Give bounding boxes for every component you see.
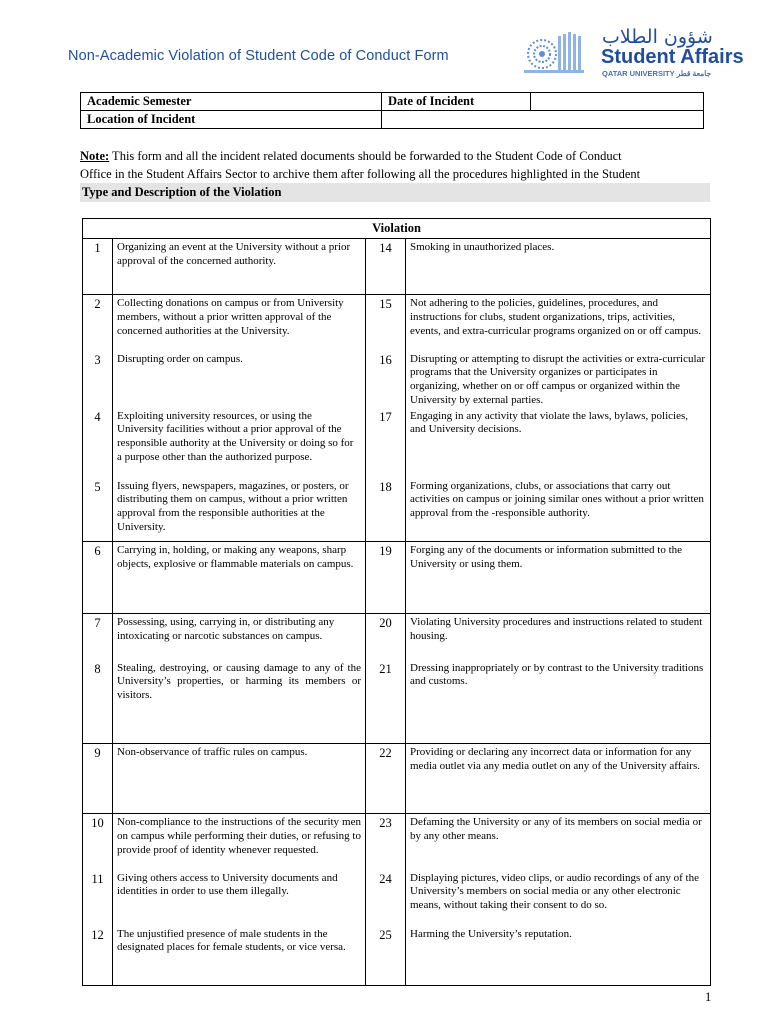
violation-table: [82, 218, 711, 986]
date-of-incident-field[interactable]: [531, 93, 704, 111]
violation-text: Carrying in, holding, or making any weapons, sharp objects, explosive or flammable materials on campus.: [113, 542, 366, 614]
violation-number: 8: [83, 660, 113, 744]
violation-text: Collecting donations on campus or from University members, without a prior written approval of the concerned authorities at the University.: [113, 295, 366, 351]
violation-number: 18: [366, 478, 406, 542]
violation-text: Disrupting or attempting to disrupt the activities or extra-curricular programs that the University organizes or participates in organizing, whether on or off campus or organized within the University by external parties.: [406, 351, 711, 408]
location-of-incident-label: Location of Incident: [81, 111, 382, 129]
incident-info-table: [80, 92, 704, 129]
violation-text: Possessing, using, carrying in, or distributing any intoxicating or narcotic substances on campus.: [113, 614, 366, 660]
violation-row: [83, 295, 711, 351]
note-line-2: Office in the Student Affairs Sector to archive them after following all the procedures highlighted in the Student: [80, 166, 641, 181]
violation-row: [83, 351, 711, 408]
violation-text: Displaying pictures, video clips, or audio recordings of any of the University’s members on social media or any other electronic means, without taking their consent to do so.: [406, 870, 711, 926]
violation-text: Organizing an event at the University without a prior approval of the concerned authority.: [113, 239, 366, 295]
violation-row: [83, 408, 711, 478]
violation-row: [83, 478, 711, 542]
location-of-incident-field[interactable]: [382, 111, 704, 129]
violation-number: 23: [366, 814, 406, 870]
violation-number: 3: [83, 351, 113, 408]
violation-row: [83, 660, 711, 744]
violation-number: 19: [366, 542, 406, 614]
violation-number: 21: [366, 660, 406, 744]
violation-text: The unjustified presence of male students in the designated places for female students, or vice versa.: [113, 926, 366, 986]
violation-row: [83, 239, 711, 295]
violation-number: 14: [366, 239, 406, 295]
violation-header: Violation: [83, 219, 711, 239]
violation-number: 17: [366, 408, 406, 478]
logo-emblem-icon: [522, 30, 592, 76]
violation-text: Harming the University’s reputation.: [406, 926, 711, 986]
violation-row: [83, 744, 711, 814]
violation-text: Engaging in any activity that violate the laws, bylaws, policies, and University decisions.: [406, 408, 711, 478]
logo-english-text: Student Affairs: [601, 46, 744, 68]
logo-university-text: QATAR UNIVERSITY جامعة قطر: [602, 69, 712, 78]
violation-number: 11: [83, 870, 113, 926]
violation-number: 15: [366, 295, 406, 351]
violation-number: 16: [366, 351, 406, 408]
academic-semester-label: Academic Semester: [81, 93, 382, 111]
violation-number: 9: [83, 744, 113, 814]
violation-text: Dressing inappropriately or by contrast to the University traditions and customs.: [406, 660, 711, 744]
violation-number: 20: [366, 614, 406, 660]
violation-text: Non-compliance to the instructions of the security men on campus while performing their duties, or refusing to provide proof of identity whenever requested.: [113, 814, 366, 870]
logo-arabic-text: شؤون الطلاب: [602, 26, 713, 48]
form-title: Non-Academic Violation of Student Code of Conduct Form: [68, 48, 449, 64]
violation-row: [83, 614, 711, 660]
violation-text: Violating University procedures and instructions related to student housing.: [406, 614, 711, 660]
violation-number: 2: [83, 295, 113, 351]
violation-row: [83, 870, 711, 926]
section-title: Type and Description of the Violation: [80, 183, 710, 202]
violation-number: 4: [83, 408, 113, 478]
violation-text: Giving others access to University documents and identities in order to use them illegally.: [113, 870, 366, 926]
violation-number: 25: [366, 926, 406, 986]
violation-number: 24: [366, 870, 406, 926]
violation-text: Disrupting order on campus.: [113, 351, 366, 408]
violation-text: Forging any of the documents or information submitted to the University or using them.: [406, 542, 711, 614]
violation-number: 7: [83, 614, 113, 660]
violation-number: 1: [83, 239, 113, 295]
violation-number: 6: [83, 542, 113, 614]
violation-number: 22: [366, 744, 406, 814]
violation-number: 5: [83, 478, 113, 542]
date-of-incident-label: Date of Incident: [382, 93, 531, 111]
note-label: Note:: [80, 149, 110, 163]
violation-row: [83, 542, 711, 614]
violation-row: [83, 814, 711, 870]
violation-number: 12: [83, 926, 113, 986]
student-affairs-logo: [522, 26, 744, 82]
violation-number: 10: [83, 814, 113, 870]
violation-text: Forming organizations, clubs, or associations that carry out activities on campus or joining similar ones without a prior written approval from the -responsible authority.: [406, 478, 711, 542]
violation-text: Non-observance of traffic rules on campus.: [113, 744, 366, 814]
note-line-1: This form and all the incident related documents should be forwarded to the Student Code of Conduct: [109, 149, 622, 163]
violation-text: Exploiting university resources, or using the University facilities without a prior approval of the responsible authority at the University or doing so for a purpose other than the authorized purpose.: [113, 408, 366, 478]
page-number: 1: [705, 990, 712, 1004]
violation-text: Stealing, destroying, or causing damage to any of the University’s properties, or harming its members or visitors.: [113, 660, 366, 744]
violation-text: Smoking in unauthorized places.: [406, 239, 711, 295]
violation-text: Issuing flyers, newspapers, magazines, or posters, or distributing them on campus, without a prior written approval from the responsible authorities at the University.: [113, 478, 366, 542]
violation-text: Defaming the University or any of its members on social media or by any other means.: [406, 814, 711, 870]
violation-text: Not adhering to the policies, guidelines, procedures, and instructions for clubs, student organizations, trips, activities, events, and extra-curricular programs organized on or off campus.: [406, 295, 711, 351]
note-paragraph: [80, 148, 712, 183]
violation-text: Providing or declaring any incorrect data or information for any media outlet via any media outlet on any of the University affairs.: [406, 744, 711, 814]
violation-row: [83, 926, 711, 986]
